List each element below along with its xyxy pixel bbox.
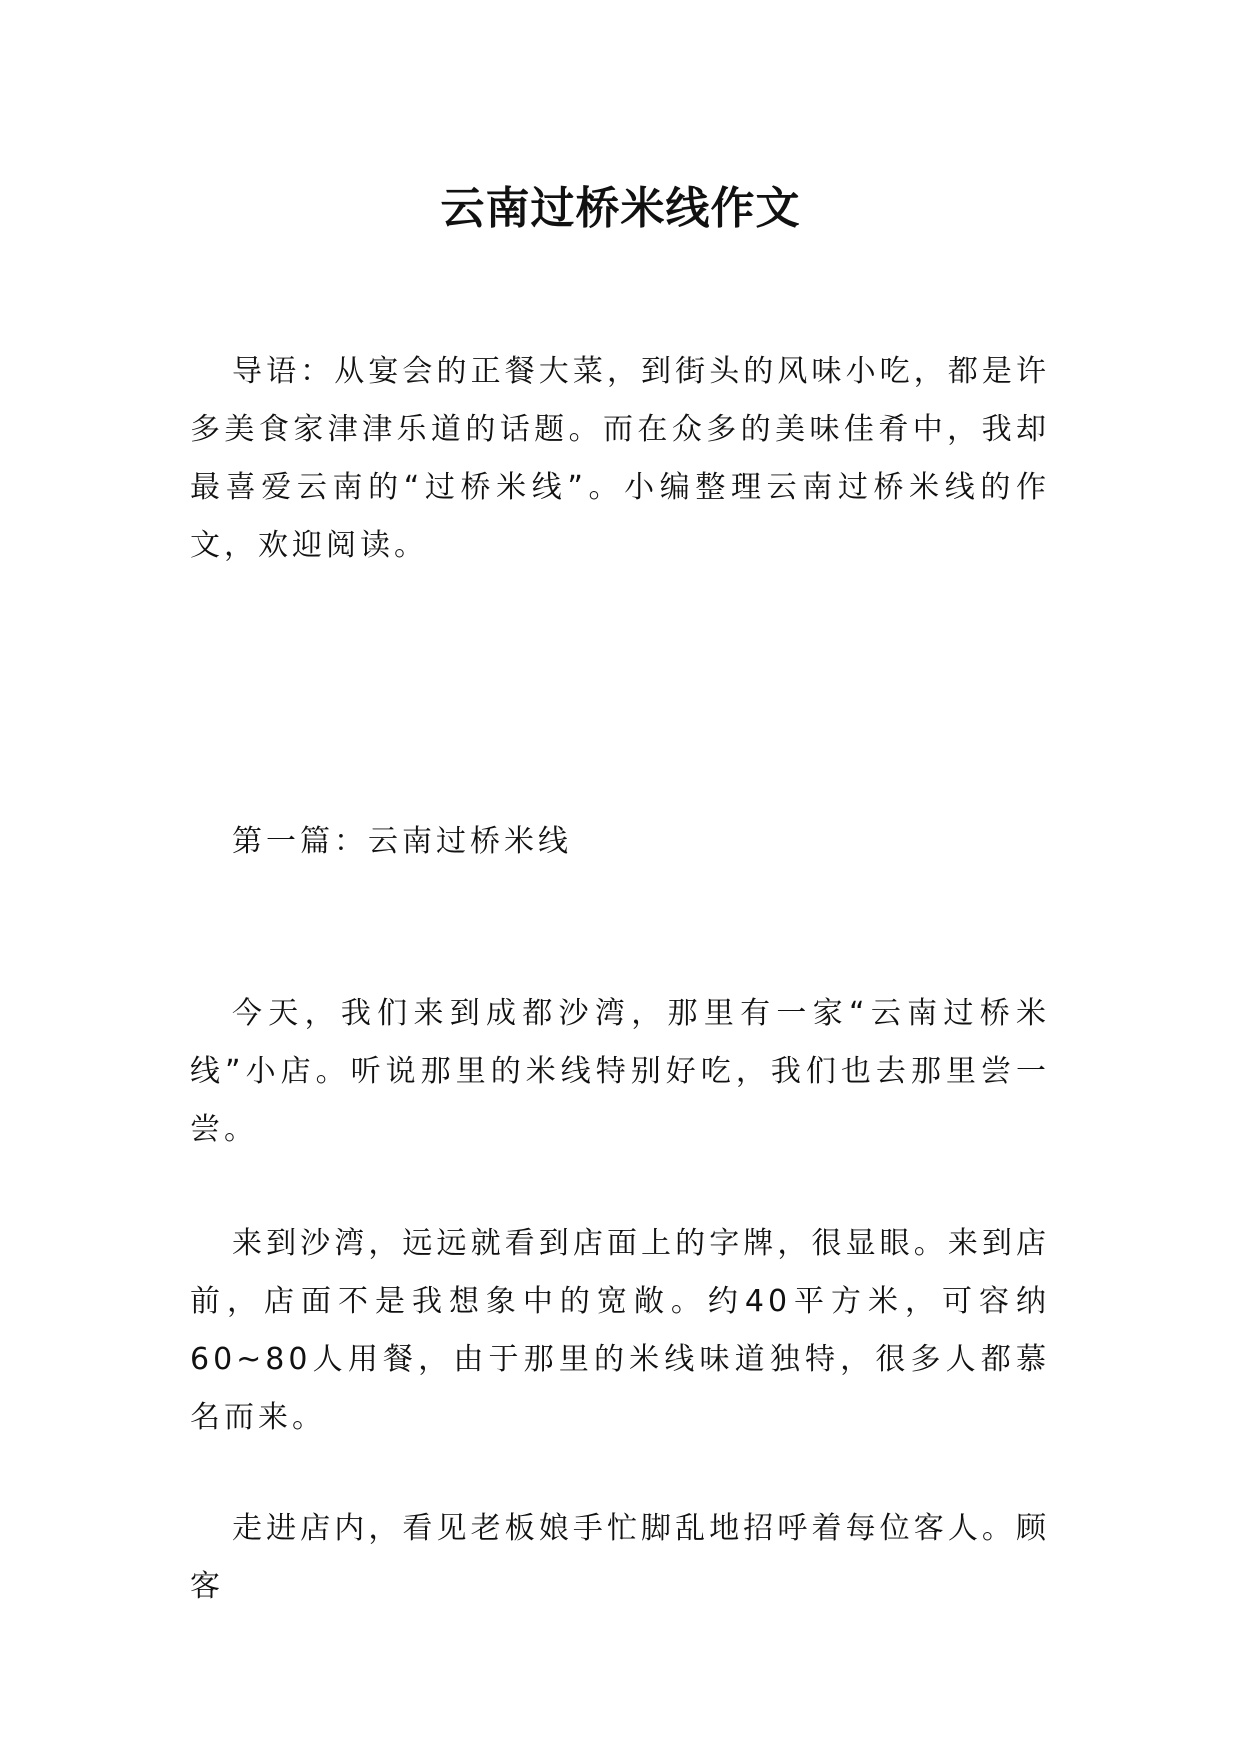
intro-paragraph: 导语：从宴会的正餐大菜，到街头的风味小吃，都是许多美食家津津乐道的话题。而在众多的美味佳肴中，我却最喜爱云南的“过桥米线”。小编整理云南过桥米线的作文，欢迎阅读。 [190,354,1050,563]
body-paragraph: 来到沙湾，远远就看到店面上的字牌，很显眼。来到店前，店面不是我想象中的宽敞。约40平方米，可容纳60~80人用餐，由于那里的米线味道独特，很多人都慕名而来。 [190,1226,1050,1435]
section-heading: 第一篇：云南过桥米线 [232,824,572,859]
document-title: 云南过桥米线作文 [440,183,801,235]
body-paragraph: 走进店内，看见老板娘手忙脚乱地招呼着每位客人。顾客 [190,1511,1050,1604]
body-paragraph: 今天，我们来到成都沙湾，那里有一家“云南过桥米线”小店。听说那里的米线特别好吃，我们也去那里尝一尝。 [190,996,1050,1147]
